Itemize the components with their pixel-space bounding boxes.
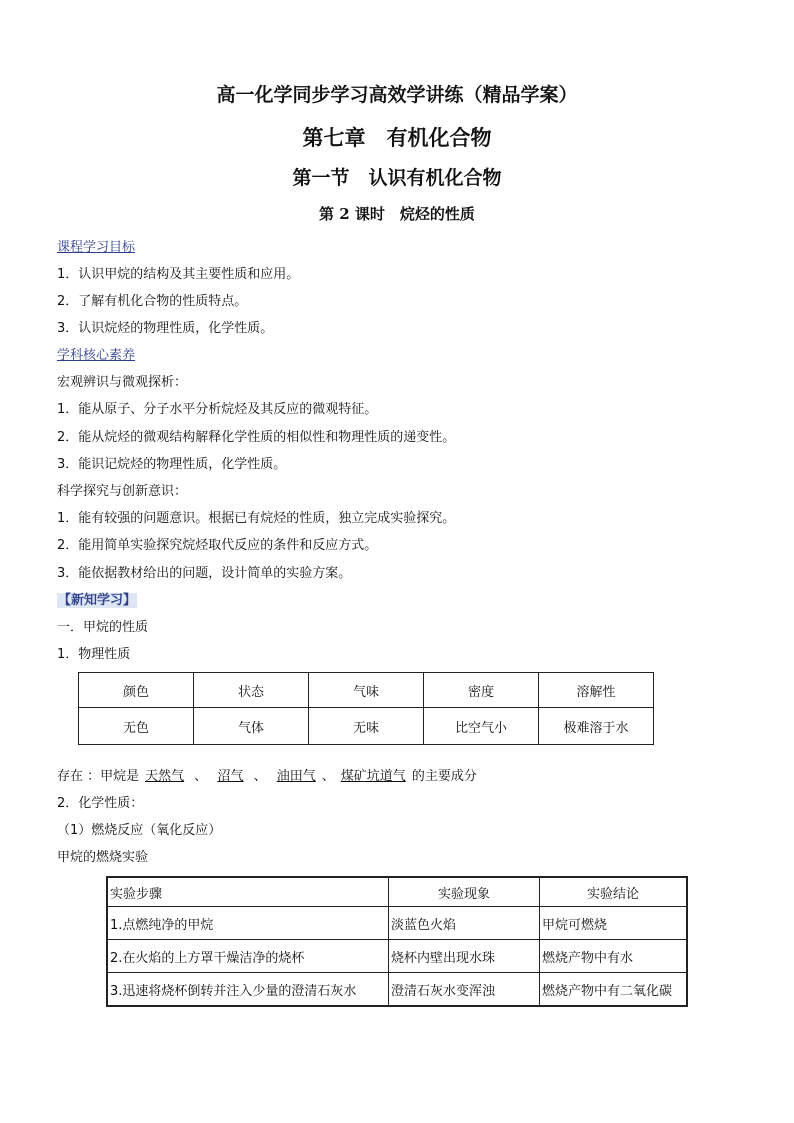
separator: 、: [321, 769, 335, 784]
table-header-cell: 实验现象: [389, 877, 540, 907]
table-header-cell: 气味: [309, 673, 424, 708]
physical-properties-table: [78, 672, 654, 745]
blank-answer: 天然气: [145, 769, 185, 784]
table-cell: 1.点燃纯净的甲烷: [107, 907, 389, 940]
literacy-item: 1．能从原子、分子水平分析烷烃及其反应的微观特征。: [57, 402, 378, 417]
table-header-cell: 颜色: [79, 673, 194, 708]
table-cell: 甲烷可燃烧: [540, 907, 688, 940]
goal-item: 3．认识烷烃的物理性质，化学性质。: [57, 321, 274, 336]
blank-answer: 油田气: [276, 769, 316, 784]
table-cell: 2.在火焰的上方罩干燥洁净的烧杯: [107, 940, 389, 973]
literacy-subheading: 科学探究与创新意识：: [57, 484, 188, 499]
table-cell: 3.迅速将烧杯倒转并注入少量的澄清石灰水: [107, 973, 389, 1007]
literacy-heading: 学科核心素养: [57, 348, 136, 363]
goal-item: 2．了解有机化合物的性质特点。: [57, 294, 248, 309]
table-cell: 澄清石灰水变浑浊: [389, 973, 540, 1007]
existence-line: [57, 769, 477, 785]
table-cell: 燃烧产物中有水: [540, 940, 688, 973]
literacy-item: 2．能从烷烃的微观结构解释化学性质的相似性和物理性质的递变性。: [57, 430, 456, 445]
table-cell: 燃烧产物中有二氧化碳: [540, 973, 688, 1007]
table-cell: 无味: [309, 708, 424, 745]
table-cell: 淡蓝色火焰: [389, 907, 540, 940]
document-title: 高一化学同步学习高效学讲练（精品学案）: [216, 84, 578, 106]
experiment-title: 甲烷的燃烧实验: [57, 850, 149, 865]
table-header-cell: 状态: [194, 673, 309, 708]
separator: 、: [253, 769, 267, 784]
table-header-cell: 实验结论: [540, 877, 688, 907]
table-cell: 烧杯内壁出现水珠: [389, 940, 540, 973]
literacy-item: 1．能有较强的问题意识。根据已有烷烃的性质，独立完成实验探究。: [57, 511, 456, 526]
existence-suffix: 的主要成分: [411, 769, 477, 784]
literacy-item: 2．能用简单实验探究烷烃取代反应的条件和反应方式。: [57, 538, 378, 553]
physical-properties-heading: 1．物理性质: [57, 647, 131, 662]
table-cell: 无色: [79, 708, 194, 745]
table-cell: 极难溶于水: [539, 708, 654, 745]
new-learning-tag: [57, 593, 137, 609]
separator: 、: [194, 769, 208, 784]
combustion-heading: （1）燃烧反应（氧化反应）: [57, 823, 222, 838]
table-header-cell: 密度: [424, 673, 539, 708]
chapter-title: 第七章 有机化合物: [302, 125, 492, 150]
table-cell: 气体: [194, 708, 309, 745]
literacy-item: 3．能依据教材给出的问题，设计简单的实验方案。: [57, 566, 352, 581]
goal-item: 1．认识甲烷的结构及其主要性质和应用。: [57, 267, 300, 282]
blank-answer: 沼气: [217, 769, 244, 784]
new-learning-label: 【新知学习】: [58, 593, 137, 608]
lesson-title: 第 2 课时 烷烃的性质: [319, 205, 475, 223]
goals-heading: 课程学习目标: [57, 240, 136, 255]
literacy-subheading: 宏观辨识与微观探析：: [57, 375, 188, 390]
table-header-cell: 实验步骤: [107, 877, 389, 907]
blank-answer: 煤矿坑道气: [340, 769, 406, 784]
existence-prefix: 存在 ：甲烷是: [57, 769, 140, 784]
literacy-item: 3．能识记烷烃的物理性质，化学性质。: [57, 457, 287, 472]
chemical-properties-heading: 2．化学性质：: [57, 796, 144, 811]
methane-properties-heading: 一．甲烷的性质: [57, 620, 149, 635]
combustion-experiment-table: [106, 876, 688, 1007]
table-cell: 比空气小: [424, 708, 539, 745]
section-title: 第一节 认识有机化合物: [292, 167, 502, 189]
table-header-cell: 溶解性: [539, 673, 654, 708]
